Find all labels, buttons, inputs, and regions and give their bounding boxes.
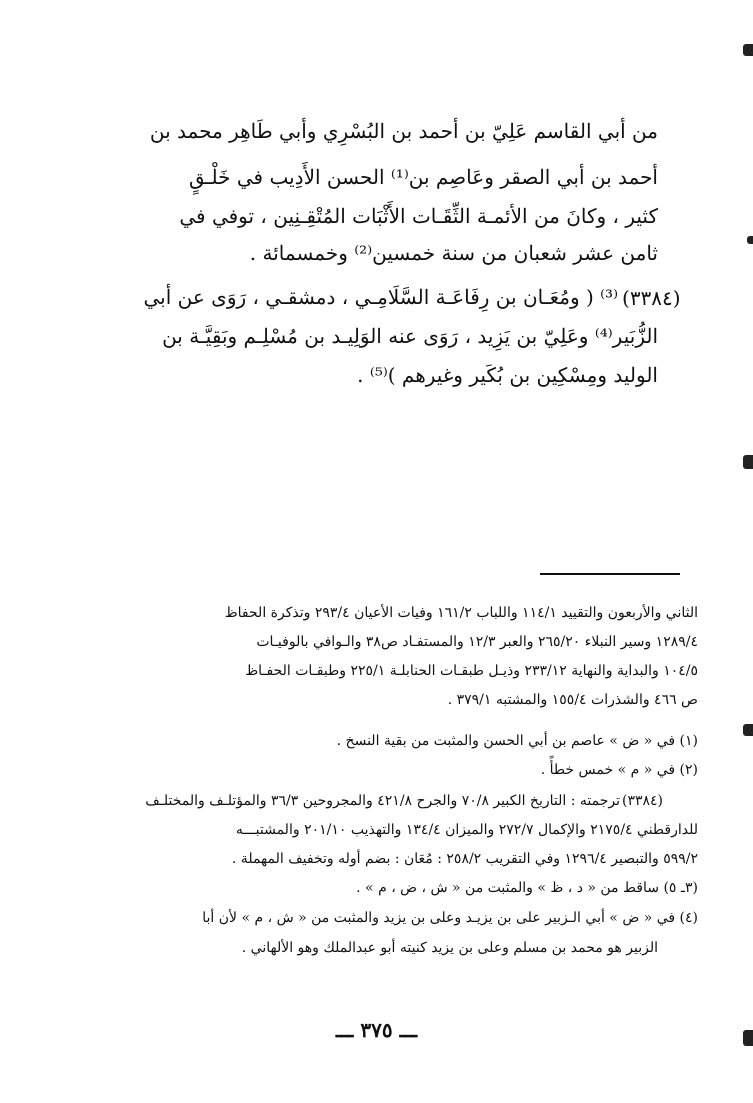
footnote-line: ١٠٤/٥ والبداية والنهاية ٢٣٣/١٢ وذيـل طبقـات الحنابلـة ٢٢٥/١ وطبقـات الحفـاظ (245, 663, 698, 679)
footnote-line: الثاني والأربعون والتقييد ١١٤/١ واللباب ١٦١/٢ وفيات الأعيان ٢٩٣/٤ وتذكرة الحفاظ (224, 605, 698, 621)
footnote-line: (٣ـ ٥) ساقط من « د ، ظ » والمثبت من « ش ، ض ، م » . (356, 880, 698, 896)
scan-edge-mark (743, 1030, 753, 1046)
body-line: كثير ، وكانَ من الأئمـة الثِّقَـات الأَثْبَات المُتْقِـنِين ، توفي في (179, 204, 658, 228)
entry-line: الوليد ومِسْكِين بن بُكَير وغيرهم )⁽⁵⁾ . (357, 363, 658, 387)
entry-line: ⁽³⁾ ( ومُعَـان بن رِفَاعَـة السَّلَامِـي ، دمشقـي ، رَوَى عن أبي (143, 285, 618, 309)
footnote-line: الزبير هو محمد بن مسلم وعلى بن يزيد كنيته أبو عبدالملك وهو الألهاني . (241, 940, 658, 956)
footnote-line: (٢) في « م » خمس خطأً . (540, 762, 698, 778)
entry-number: (٣٣٨٤) (622, 286, 681, 310)
footnote-line: ١٢٨٩/٤ وسير النبلاء ٢٦٥/٢٠ والعبر ١٢/٣ والمستفـاد ص٣٨ والـوافي بالوفيـات (256, 634, 698, 650)
scan-edge-mark (747, 236, 753, 244)
scan-edge-mark (743, 455, 753, 469)
footnote-line: (١) في « ض » عاصم بن أبي الحسن والمثبت من بقية النسخ . (336, 733, 698, 749)
footnote-separator (540, 573, 680, 575)
footnote-entry-number: (٣٣٨٤) (622, 793, 664, 809)
footnote-line: ترجمته : التاريخ الكبير ٧٠/٨ والجرح ٤٢١/٨ والمجروحين ٣٦/٣ والمؤتلـف والمختلـف (145, 793, 620, 809)
page-number: ـــ ٣٧٥ ـــ (335, 1018, 418, 1042)
body-line: ثامن عشر شعبان من سنة خمسين⁽²⁾ وخمسمائة . (249, 241, 658, 265)
footnote-line: ٥٩٩/٢ والتبصير ١٢٩٦/٤ وفي التقريب ٢٥٨/٢ : مُعَان : بضم أوله وتخفيف المهملة . (231, 851, 698, 867)
entry-line: الزُّبَير⁽⁴⁾ وعَلِيّ بن يَزِيد ، رَوَى عنه الوَلِيـد بن مُسْلِـم وبَقِيَّـة بن (162, 324, 658, 348)
scan-edge-mark (743, 724, 753, 736)
scan-edge-mark (743, 44, 753, 56)
body-line: أحمد بن أبي الصقر وعَاصِم بن⁽¹⁾ الحسن الأَدِيب في خَلْـقٍ (188, 165, 658, 189)
footnote-line: ص ٤٦٦ والشذرات ١٥٥/٤ والمشتبه ٣٧٩/١ . (447, 692, 698, 708)
footnote-line: (٤) في « ض » أبي الـزبير على بن يزيـد وعلى بن يزيد والمثبت من « ش ، م » لأن أبا (202, 910, 698, 926)
footnote-line: للدارقطني ٢١٧٥/٤ والإكمال ٢٧٢/٧ والميزان ١٣٤/٤ والتهذيب ٢٠١/١٠ والمشتبـــه (235, 822, 698, 838)
body-line: من أبي القاسم عَلِيّ بن أحمد بن البُسْرِي وأبي طَاهِر محمد بن (149, 119, 658, 143)
